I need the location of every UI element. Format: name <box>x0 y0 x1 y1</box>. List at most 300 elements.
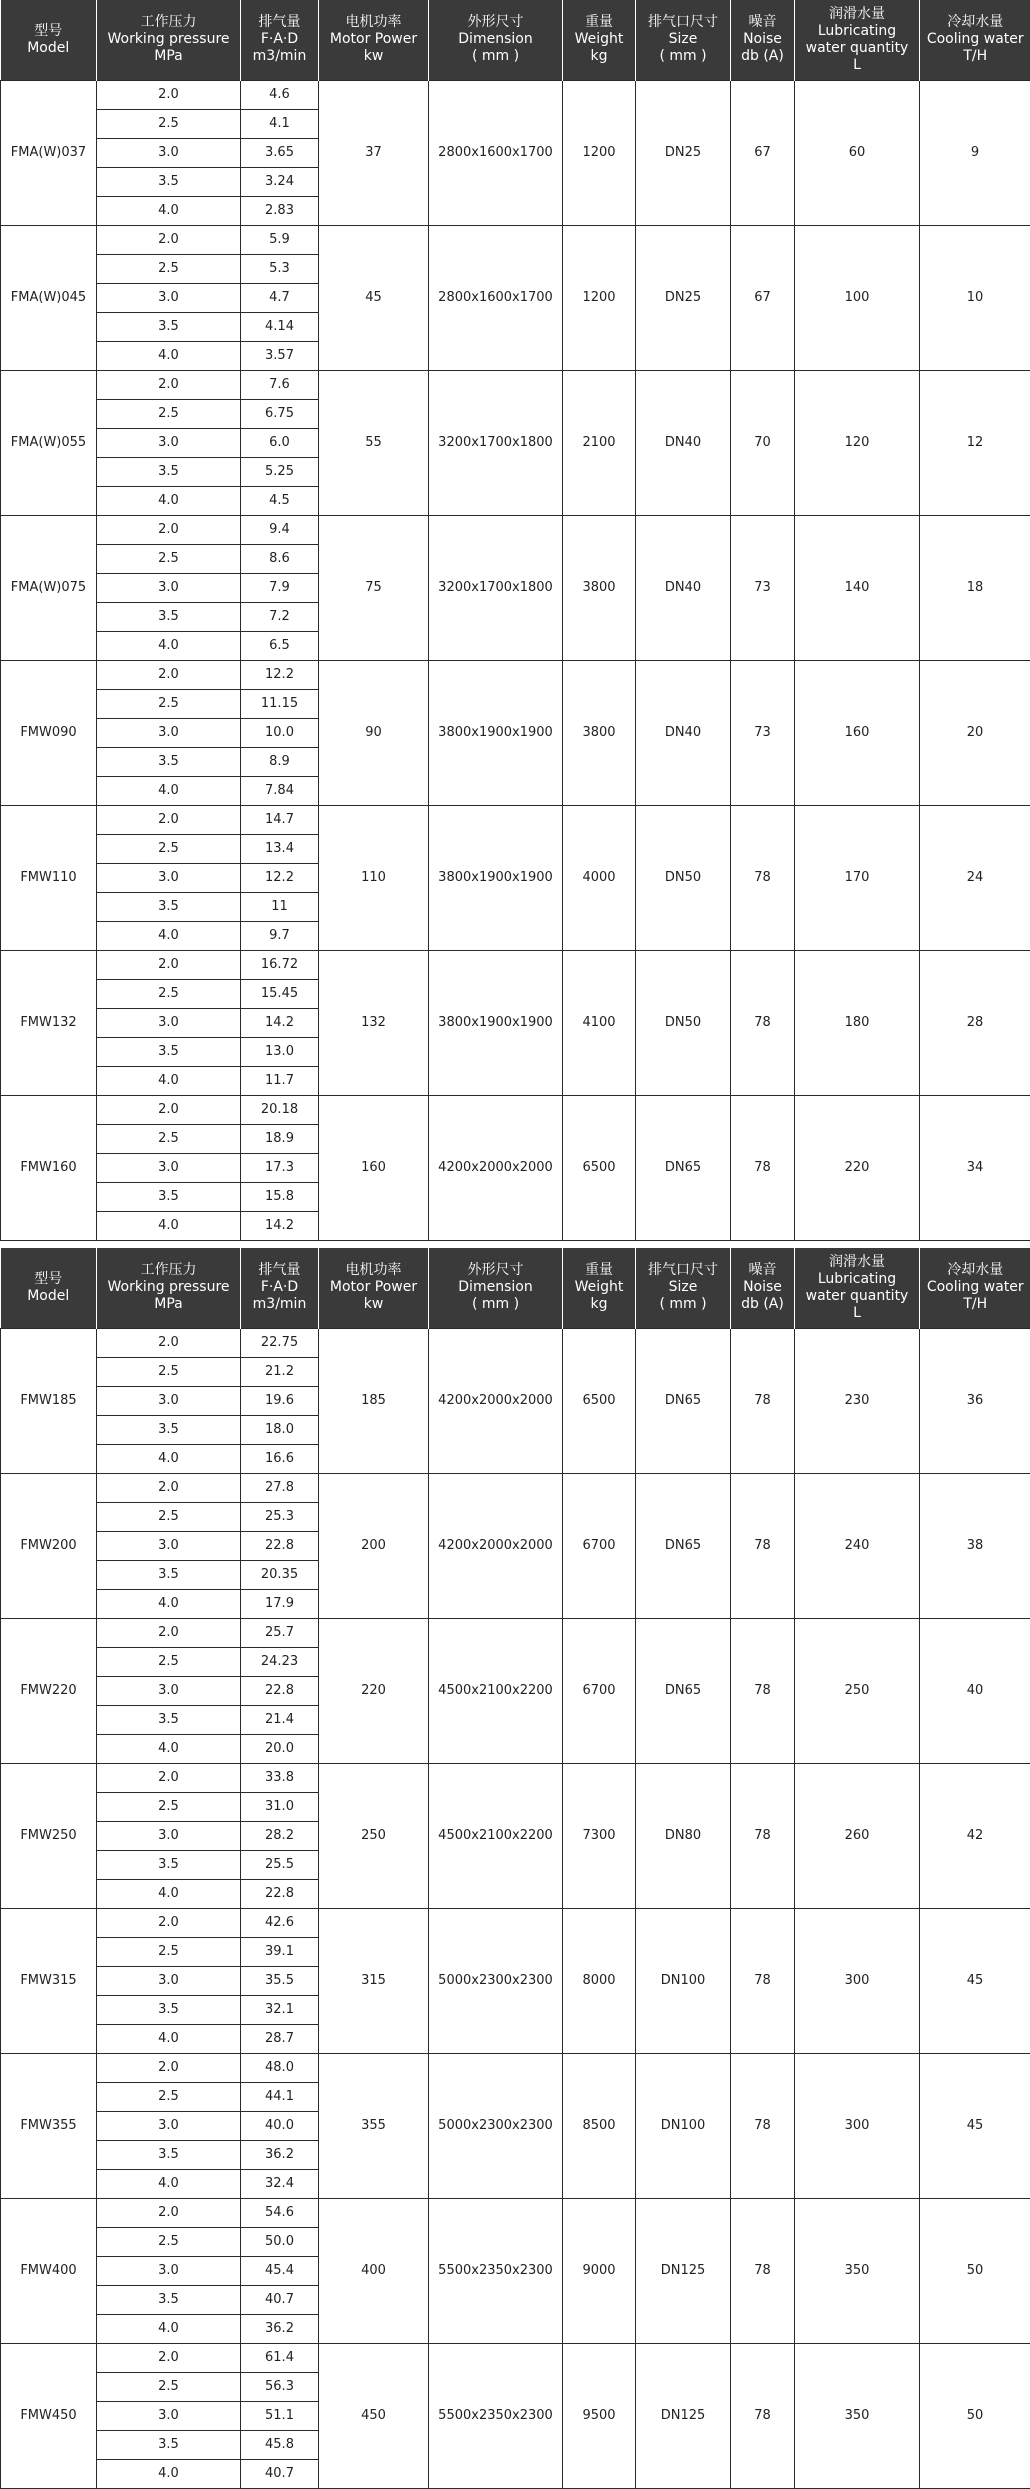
model-cell: FMW400 <box>1 2198 97 2343</box>
motor-power-cell: 450 <box>319 2343 429 2488</box>
dimension-cell: 2800x1600x1700 <box>429 225 563 370</box>
motor-power-cell: 400 <box>319 2198 429 2343</box>
noise-cell: 78 <box>731 1473 795 1618</box>
model-cell: FMW185 <box>1 1328 97 1473</box>
fad-cell: 27.8 <box>241 1473 319 1502</box>
table-row <box>1 1618 1030 1647</box>
pressure-cell: 3.5 <box>97 167 241 196</box>
outlet-size-cell: DN65 <box>636 1618 731 1763</box>
fad-cell: 3.24 <box>241 167 319 196</box>
fad-cell: 25.5 <box>241 1850 319 1879</box>
dimension-cell: 4500x2100x2200 <box>429 1763 563 1908</box>
header-weight-en2: kg <box>563 48 635 65</box>
table-row <box>1 1763 1030 1792</box>
header-lubricating-water-zh: 润滑水量 <box>795 6 919 23</box>
header-weight-zh: 重量 <box>563 14 635 31</box>
dimension-cell: 3200x1700x1800 <box>429 370 563 515</box>
pressure-cell: 3.5 <box>97 1995 241 2024</box>
model-cell: FMW200 <box>1 1473 97 1618</box>
pressure-cell: 2.0 <box>97 950 241 979</box>
header-model <box>1 1248 97 1328</box>
cooling-water-cell: 38 <box>920 1473 1030 1618</box>
fad-cell: 54.6 <box>241 2198 319 2227</box>
fad-cell: 12.2 <box>241 863 319 892</box>
noise-cell: 78 <box>731 1328 795 1473</box>
table-row <box>1 1908 1030 1937</box>
outlet-size-cell: DN65 <box>636 1328 731 1473</box>
header-motor-power-en1: Motor Power <box>319 31 428 48</box>
motor-power-cell: 45 <box>319 225 429 370</box>
header-cooling-water-en2: T/H <box>920 1296 1030 1313</box>
noise-cell: 67 <box>731 225 795 370</box>
fad-cell: 33.8 <box>241 1763 319 1792</box>
weight-cell: 6500 <box>563 1095 636 1240</box>
outlet-size-cell: DN100 <box>636 1908 731 2053</box>
fad-cell: 4.5 <box>241 486 319 515</box>
model-cell: FMW250 <box>1 1763 97 1908</box>
table-row <box>1 225 1030 254</box>
dimension-cell: 5500x2350x2300 <box>429 2343 563 2488</box>
outlet-size-cell: DN65 <box>636 1473 731 1618</box>
fad-cell: 50.0 <box>241 2227 319 2256</box>
outlet-size-cell: DN125 <box>636 2343 731 2488</box>
pressure-cell: 2.5 <box>97 109 241 138</box>
noise-cell: 78 <box>731 805 795 950</box>
pressure-cell: 2.0 <box>97 1763 241 1792</box>
header-cooling-water <box>920 1248 1030 1328</box>
fad-cell: 14.2 <box>241 1008 319 1037</box>
pressure-cell: 3.5 <box>97 892 241 921</box>
pressure-cell: 4.0 <box>97 2169 241 2198</box>
noise-cell: 78 <box>731 1095 795 1240</box>
fad-cell: 3.65 <box>241 138 319 167</box>
header-fad-en1: F·A·D <box>241 31 318 48</box>
weight-cell: 8000 <box>563 1908 636 2053</box>
pressure-cell: 2.5 <box>97 2082 241 2111</box>
fad-cell: 3.57 <box>241 341 319 370</box>
fad-cell: 7.2 <box>241 602 319 631</box>
table-row <box>1 1473 1030 1502</box>
header-row <box>1 1248 1030 1328</box>
pressure-cell: 3.0 <box>97 1966 241 1995</box>
pressure-cell: 3.5 <box>97 1705 241 1734</box>
header-motor-power-en2: kw <box>319 48 428 65</box>
fad-cell: 22.8 <box>241 1531 319 1560</box>
pressure-cell: 2.0 <box>97 2343 241 2372</box>
lubricating-water-cell: 160 <box>795 660 920 805</box>
pressure-cell: 3.5 <box>97 2140 241 2169</box>
header-fad-en2: m3/min <box>241 48 318 65</box>
cooling-water-cell: 24 <box>920 805 1030 950</box>
fad-cell: 6.75 <box>241 399 319 428</box>
pressure-cell: 3.5 <box>97 602 241 631</box>
header-cooling-water-en1: Cooling water <box>920 1279 1030 1296</box>
header-working-pressure <box>97 0 241 80</box>
dimension-cell: 5000x2300x2300 <box>429 2053 563 2198</box>
dimension-cell: 3800x1900x1900 <box>429 660 563 805</box>
lubricating-water-cell: 230 <box>795 1328 920 1473</box>
outlet-size-cell: DN40 <box>636 515 731 660</box>
motor-power-cell: 315 <box>319 1908 429 2053</box>
header-cooling-water-zh: 冷却水量 <box>920 1262 1030 1279</box>
header-lubricating-water <box>795 0 920 80</box>
model-cell: FMA(W)037 <box>1 80 97 225</box>
header-noise-en1: Noise <box>731 1279 794 1296</box>
cooling-water-cell: 9 <box>920 80 1030 225</box>
lubricating-water-cell: 180 <box>795 950 920 1095</box>
motor-power-cell: 220 <box>319 1618 429 1763</box>
fad-cell: 15.45 <box>241 979 319 1008</box>
noise-cell: 78 <box>731 2198 795 2343</box>
outlet-size-cell: DN25 <box>636 225 731 370</box>
header-lubricating-water-en3: L <box>795 57 919 74</box>
model-cell: FMA(W)075 <box>1 515 97 660</box>
lubricating-water-cell: 60 <box>795 80 920 225</box>
fad-cell: 2.83 <box>241 196 319 225</box>
header-model-en1: Model <box>1 1288 97 1305</box>
fad-cell: 4.14 <box>241 312 319 341</box>
motor-power-cell: 355 <box>319 2053 429 2198</box>
header-working-pressure <box>97 1248 241 1328</box>
header-working-pressure-en1: Working pressure <box>97 31 240 48</box>
motor-power-cell: 132 <box>319 950 429 1095</box>
pressure-cell: 3.0 <box>97 1386 241 1415</box>
pressure-cell: 3.5 <box>97 1560 241 1589</box>
header-outlet-size-zh: 排气口尺寸 <box>636 14 730 31</box>
motor-power-cell: 55 <box>319 370 429 515</box>
pressure-cell: 3.0 <box>97 428 241 457</box>
cooling-water-cell: 50 <box>920 2343 1030 2488</box>
header-lubricating-water-en3: L <box>795 1305 919 1322</box>
fad-cell: 14.7 <box>241 805 319 834</box>
fad-cell: 7.9 <box>241 573 319 602</box>
lubricating-water-cell: 350 <box>795 2198 920 2343</box>
header-weight-en1: Weight <box>563 1279 635 1296</box>
cooling-water-cell: 36 <box>920 1328 1030 1473</box>
noise-cell: 78 <box>731 950 795 1095</box>
dimension-cell: 2800x1600x1700 <box>429 80 563 225</box>
motor-power-cell: 250 <box>319 1763 429 1908</box>
lubricating-water-cell: 240 <box>795 1473 920 1618</box>
pressure-cell: 3.5 <box>97 2285 241 2314</box>
dimension-cell: 4200x2000x2000 <box>429 1473 563 1618</box>
fad-cell: 5.9 <box>241 225 319 254</box>
fad-cell: 36.2 <box>241 2314 319 2343</box>
fad-cell: 12.2 <box>241 660 319 689</box>
fad-cell: 40.0 <box>241 2111 319 2140</box>
noise-cell: 73 <box>731 515 795 660</box>
lubricating-water-cell: 260 <box>795 1763 920 1908</box>
weight-cell: 7300 <box>563 1763 636 1908</box>
fad-cell: 16.72 <box>241 950 319 979</box>
dimension-cell: 5000x2300x2300 <box>429 1908 563 2053</box>
pressure-cell: 2.0 <box>97 805 241 834</box>
header-fad <box>241 0 319 80</box>
header-cooling-water-zh: 冷却水量 <box>920 14 1030 31</box>
pressure-cell: 3.0 <box>97 1676 241 1705</box>
weight-cell: 8500 <box>563 2053 636 2198</box>
fad-cell: 51.1 <box>241 2401 319 2430</box>
fad-cell: 13.4 <box>241 834 319 863</box>
fad-cell: 22.8 <box>241 1676 319 1705</box>
header-model <box>1 0 97 80</box>
fad-cell: 11.7 <box>241 1066 319 1095</box>
pressure-cell: 3.0 <box>97 1531 241 1560</box>
table-row <box>1 1095 1030 1124</box>
cooling-water-cell: 45 <box>920 1908 1030 2053</box>
motor-power-cell: 160 <box>319 1095 429 1240</box>
pressure-cell: 3.5 <box>97 1182 241 1211</box>
cooling-water-cell: 18 <box>920 515 1030 660</box>
pressure-cell: 3.5 <box>97 2430 241 2459</box>
pressure-cell: 4.0 <box>97 1066 241 1095</box>
pressure-cell: 4.0 <box>97 1734 241 1763</box>
fad-cell: 7.6 <box>241 370 319 399</box>
outlet-size-cell: DN65 <box>636 1095 731 1240</box>
pressure-cell: 2.5 <box>97 1502 241 1531</box>
pressure-cell: 4.0 <box>97 1589 241 1618</box>
pressure-cell: 2.0 <box>97 1908 241 1937</box>
header-dimension-en1: Dimension <box>429 31 562 48</box>
lubricating-water-cell: 120 <box>795 370 920 515</box>
pressure-cell: 2.5 <box>97 1647 241 1676</box>
header-weight-zh: 重量 <box>563 1262 635 1279</box>
fad-cell: 18.0 <box>241 1415 319 1444</box>
fad-cell: 45.8 <box>241 2430 319 2459</box>
weight-cell: 9500 <box>563 2343 636 2488</box>
header-row <box>1 0 1030 80</box>
fad-cell: 9.7 <box>241 921 319 950</box>
pressure-cell: 4.0 <box>97 196 241 225</box>
fad-cell: 8.6 <box>241 544 319 573</box>
pressure-cell: 4.0 <box>97 631 241 660</box>
header-weight-en2: kg <box>563 1296 635 1313</box>
header-noise <box>731 0 795 80</box>
pressure-cell: 3.0 <box>97 573 241 602</box>
weight-cell: 6700 <box>563 1473 636 1618</box>
pressure-cell: 2.0 <box>97 225 241 254</box>
pressure-cell: 2.0 <box>97 1095 241 1124</box>
pressure-cell: 4.0 <box>97 2459 241 2488</box>
dimension-cell: 3200x1700x1800 <box>429 515 563 660</box>
header-cooling-water-en2: T/H <box>920 48 1030 65</box>
cooling-water-cell: 20 <box>920 660 1030 805</box>
fad-cell: 4.1 <box>241 109 319 138</box>
fad-cell: 5.3 <box>241 254 319 283</box>
spec-table-1 <box>0 0 1030 1241</box>
pressure-cell: 4.0 <box>97 2024 241 2053</box>
pressure-cell: 2.0 <box>97 660 241 689</box>
weight-cell: 1200 <box>563 80 636 225</box>
lubricating-water-cell: 220 <box>795 1095 920 1240</box>
header-dimension-en2: ( mm ) <box>429 48 562 65</box>
model-cell: FMW355 <box>1 2053 97 2198</box>
weight-cell: 4100 <box>563 950 636 1095</box>
outlet-size-cell: DN125 <box>636 2198 731 2343</box>
fad-cell: 22.75 <box>241 1328 319 1357</box>
table-row <box>1 2053 1030 2082</box>
fad-cell: 44.1 <box>241 2082 319 2111</box>
fad-cell: 5.25 <box>241 457 319 486</box>
header-motor-power-en2: kw <box>319 1296 428 1313</box>
fad-cell: 21.2 <box>241 1357 319 1386</box>
fad-cell: 15.8 <box>241 1182 319 1211</box>
fad-cell: 8.9 <box>241 747 319 776</box>
header-working-pressure-zh: 工作压力 <box>97 14 240 31</box>
pressure-cell: 3.5 <box>97 312 241 341</box>
pressure-cell: 2.0 <box>97 2053 241 2082</box>
header-fad-en1: F·A·D <box>241 1279 318 1296</box>
fad-cell: 45.4 <box>241 2256 319 2285</box>
pressure-cell: 4.0 <box>97 2314 241 2343</box>
header-noise-zh: 噪音 <box>731 14 794 31</box>
lubricating-water-cell: 170 <box>795 805 920 950</box>
fad-cell: 25.3 <box>241 1502 319 1531</box>
header-weight <box>563 1248 636 1328</box>
header-noise-en1: Noise <box>731 31 794 48</box>
pressure-cell: 3.5 <box>97 1037 241 1066</box>
header-outlet-size-zh: 排气口尺寸 <box>636 1262 730 1279</box>
header-outlet-size-en2: ( mm ) <box>636 48 730 65</box>
dimension-cell: 3800x1900x1900 <box>429 805 563 950</box>
fad-cell: 21.4 <box>241 1705 319 1734</box>
outlet-size-cell: DN25 <box>636 80 731 225</box>
fad-cell: 20.35 <box>241 1560 319 1589</box>
fad-cell: 18.9 <box>241 1124 319 1153</box>
pressure-cell: 2.5 <box>97 834 241 863</box>
fad-cell: 56.3 <box>241 2372 319 2401</box>
header-motor-power <box>319 0 429 80</box>
header-working-pressure-en1: Working pressure <box>97 1279 240 1296</box>
fad-cell: 42.6 <box>241 1908 319 1937</box>
cooling-water-cell: 40 <box>920 1618 1030 1763</box>
lubricating-water-cell: 100 <box>795 225 920 370</box>
noise-cell: 73 <box>731 660 795 805</box>
header-model-zh: 型号 <box>1 23 97 40</box>
fad-cell: 32.1 <box>241 1995 319 2024</box>
header-lubricating-water-zh: 润滑水量 <box>795 1254 919 1271</box>
pressure-cell: 2.5 <box>97 2372 241 2401</box>
fad-cell: 17.3 <box>241 1153 319 1182</box>
model-cell: FMW315 <box>1 1908 97 2053</box>
weight-cell: 3800 <box>563 515 636 660</box>
model-cell: FMW450 <box>1 2343 97 2488</box>
cooling-water-cell: 50 <box>920 2198 1030 2343</box>
lubricating-water-cell: 350 <box>795 2343 920 2488</box>
lubricating-water-cell: 250 <box>795 1618 920 1763</box>
header-dimension-en2: ( mm ) <box>429 1296 562 1313</box>
noise-cell: 78 <box>731 1618 795 1763</box>
weight-cell: 2100 <box>563 370 636 515</box>
header-model-en1: Model <box>1 40 97 57</box>
model-cell: FMW220 <box>1 1618 97 1763</box>
pressure-cell: 4.0 <box>97 341 241 370</box>
header-outlet-size <box>636 1248 731 1328</box>
fad-cell: 6.0 <box>241 428 319 457</box>
fad-cell: 31.0 <box>241 1792 319 1821</box>
header-dimension-en1: Dimension <box>429 1279 562 1296</box>
header-dimension <box>429 0 563 80</box>
pressure-cell: 2.5 <box>97 544 241 573</box>
header-noise-zh: 噪音 <box>731 1262 794 1279</box>
cooling-water-cell: 12 <box>920 370 1030 515</box>
fad-cell: 22.8 <box>241 1879 319 1908</box>
fad-cell: 24.23 <box>241 1647 319 1676</box>
pressure-cell: 4.0 <box>97 486 241 515</box>
fad-cell: 11 <box>241 892 319 921</box>
header-weight <box>563 0 636 80</box>
cooling-water-cell: 28 <box>920 950 1030 1095</box>
pressure-cell: 2.5 <box>97 1792 241 1821</box>
noise-cell: 78 <box>731 2053 795 2198</box>
header-working-pressure-en2: MPa <box>97 48 240 65</box>
model-cell: FMA(W)055 <box>1 370 97 515</box>
fad-cell: 7.84 <box>241 776 319 805</box>
cooling-water-cell: 42 <box>920 1763 1030 1908</box>
fad-cell: 4.7 <box>241 283 319 312</box>
motor-power-cell: 90 <box>319 660 429 805</box>
pressure-cell: 2.0 <box>97 515 241 544</box>
pressure-cell: 4.0 <box>97 1879 241 1908</box>
header-fad-zh: 排气量 <box>241 1262 318 1279</box>
outlet-size-cell: DN50 <box>636 805 731 950</box>
pressure-cell: 2.5 <box>97 1937 241 1966</box>
motor-power-cell: 37 <box>319 80 429 225</box>
fad-cell: 25.7 <box>241 1618 319 1647</box>
header-cooling-water <box>920 0 1030 80</box>
noise-cell: 78 <box>731 1763 795 1908</box>
pressure-cell: 2.0 <box>97 1328 241 1357</box>
spec-table-2 <box>0 1248 1030 2489</box>
header-dimension-zh: 外形尺寸 <box>429 1262 562 1279</box>
model-cell: FMA(W)045 <box>1 225 97 370</box>
table-row <box>1 80 1030 109</box>
pressure-cell: 4.0 <box>97 1211 241 1240</box>
header-outlet-size-en1: Size <box>636 1279 730 1296</box>
noise-cell: 67 <box>731 80 795 225</box>
header-lubricating-water-en1: Lubricating <box>795 1271 919 1288</box>
table-row <box>1 660 1030 689</box>
pressure-cell: 3.0 <box>97 283 241 312</box>
weight-cell: 6500 <box>563 1328 636 1473</box>
cooling-water-cell: 10 <box>920 225 1030 370</box>
header-fad-zh: 排气量 <box>241 14 318 31</box>
header-motor-power-zh: 电机功率 <box>319 14 428 31</box>
fad-cell: 36.2 <box>241 2140 319 2169</box>
lubricating-water-cell: 300 <box>795 2053 920 2198</box>
header-motor-power <box>319 1248 429 1328</box>
fad-cell: 19.6 <box>241 1386 319 1415</box>
fad-cell: 10.0 <box>241 718 319 747</box>
fad-cell: 16.6 <box>241 1444 319 1473</box>
fad-cell: 48.0 <box>241 2053 319 2082</box>
table-row <box>1 2343 1030 2372</box>
pressure-cell: 2.5 <box>97 399 241 428</box>
header-lubricating-water-en1: Lubricating <box>795 23 919 40</box>
header-lubricating-water <box>795 1248 920 1328</box>
header-lubricating-water-en2: water quantity <box>795 1288 919 1305</box>
table-row <box>1 1328 1030 1357</box>
pressure-cell: 3.5 <box>97 457 241 486</box>
pressure-cell: 4.0 <box>97 1444 241 1473</box>
pressure-cell: 2.5 <box>97 254 241 283</box>
fad-cell: 61.4 <box>241 2343 319 2372</box>
fad-cell: 28.7 <box>241 2024 319 2053</box>
pressure-cell: 2.0 <box>97 370 241 399</box>
pressure-cell: 2.0 <box>97 1618 241 1647</box>
dimension-cell: 3800x1900x1900 <box>429 950 563 1095</box>
fad-cell: 14.2 <box>241 1211 319 1240</box>
